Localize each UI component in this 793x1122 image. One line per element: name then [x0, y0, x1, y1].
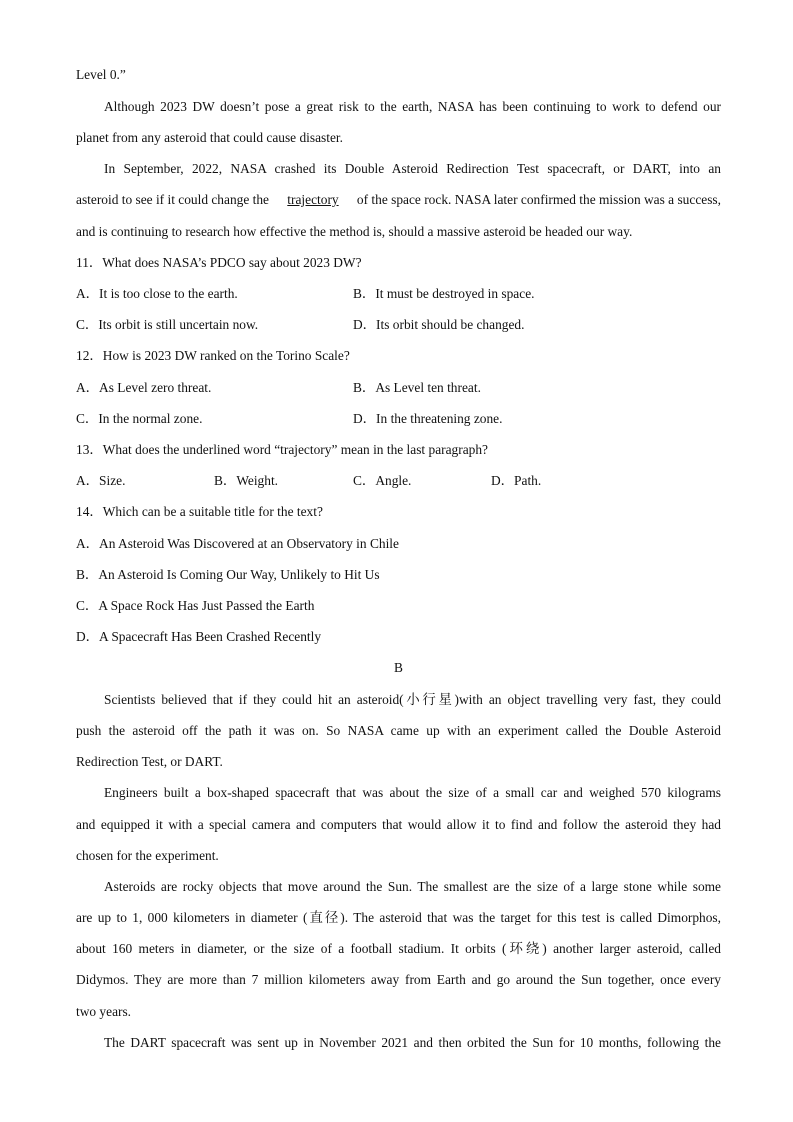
passage-a-line-with-underline	[76, 192, 721, 208]
passage-b-line: push the asteroid off the path it was on. So NASA came up with an experiment called the Double Asteroid	[76, 723, 721, 738]
q12-option-d: D．In the threatening zone.	[353, 411, 503, 426]
passage-b-line: and equipped it with a special camera and computers that would allow it to find and follow the asteroid they had	[76, 817, 721, 832]
passage-b-line: are up to 1, 000 kilometers in diameter (直径). The asteroid that was the target for this test is called Dimorphos,	[76, 910, 721, 925]
question-12-stem: 12．How is 2023 DW ranked on the Torino Scale?	[76, 348, 350, 363]
q13-option-d: D．Path.	[491, 473, 542, 488]
passage-a-line: Level 0.”	[76, 67, 126, 82]
q11-option-b: B．It must be destroyed in space.	[353, 286, 535, 301]
q14-option-c: C．A Space Rock Has Just Passed the Earth	[76, 598, 315, 613]
passage-a-line: planet from any asteroid that could cause disaster.	[76, 130, 343, 145]
q13-option-a: A．Size.	[76, 473, 126, 488]
underlined-word-trajectory: trajectory	[287, 192, 339, 207]
q13-option-c: C．Angle.	[353, 473, 412, 488]
q12-option-a: A．As Level zero threat.	[76, 380, 212, 395]
q14-option-b: B．An Asteroid Is Coming Our Way, Unlikely to Hit Us	[76, 567, 380, 582]
passage-b-line: Engineers built a box-shaped spacecraft that was about the size of a small car and weighed 570 kilograms	[104, 785, 721, 800]
passage-b-line: chosen for the experiment.	[76, 848, 219, 863]
q14-option-d: D．A Spacecraft Has Been Crashed Recently	[76, 629, 322, 644]
passage-b-line: two years.	[76, 1004, 132, 1019]
passage-a-line: and is continuing to research how effective the method is, should a massive asteroid be headed our way.	[76, 224, 633, 239]
q12-option-b: B．As Level ten threat.	[353, 380, 481, 395]
q12-option-c: C．In the normal zone.	[76, 411, 203, 426]
q13-option-b: B．Weight.	[214, 473, 279, 488]
passage-b-line: Didymos. They are more than 7 million kilometers away from Earth and go around the Sun together, once every	[76, 972, 721, 987]
passage-a-line: In September, 2022, NASA crashed its Double Asteroid Redirection Test spacecraft, or DART, into an	[104, 161, 721, 176]
question-11-stem: 11．What does NASA’s PDCO say about 2023 DW?	[76, 255, 362, 270]
passage-b-line: Asteroids are rocky objects that move around the Sun. The smallest are the size of a large stone while some	[104, 879, 721, 894]
q11-option-a: A．It is too close to the earth.	[76, 286, 238, 301]
passage-b-line: The DART spacecraft was sent up in November 2021 and then orbited the Sun for 10 months, following the	[104, 1035, 721, 1050]
question-13-stem: 13．What does the underlined word “trajectory” mean in the last paragraph?	[76, 442, 488, 457]
q14-option-a: A．An Asteroid Was Discovered at an Observatory in Chile	[76, 536, 399, 551]
question-14-stem: 14．Which can be a suitable title for the text?	[76, 504, 323, 519]
q11-option-d: D．Its orbit should be changed.	[353, 317, 525, 332]
passage-a-text: asteroid to see if it could change the	[76, 192, 269, 207]
passage-b-line: Scientists believed that if they could hit an asteroid(小行星)with an object travelling very fast, they could	[104, 692, 721, 707]
section-heading-b: B	[394, 660, 403, 675]
passage-a-text: of the space rock. NASA later confirmed the mission was a success,	[356, 192, 721, 207]
passage-a-line: Although 2023 DW doesn’t pose a great risk to the earth, NASA has been continuing to work to defend our	[104, 99, 721, 114]
passage-b-line: Redirection Test, or DART.	[76, 754, 223, 769]
q11-option-c: C．Its orbit is still uncertain now.	[76, 317, 259, 332]
passage-b-line: about 160 meters in diameter, or the size of a football stadium. It orbits (环绕) another larger asteroid, called	[76, 941, 721, 956]
